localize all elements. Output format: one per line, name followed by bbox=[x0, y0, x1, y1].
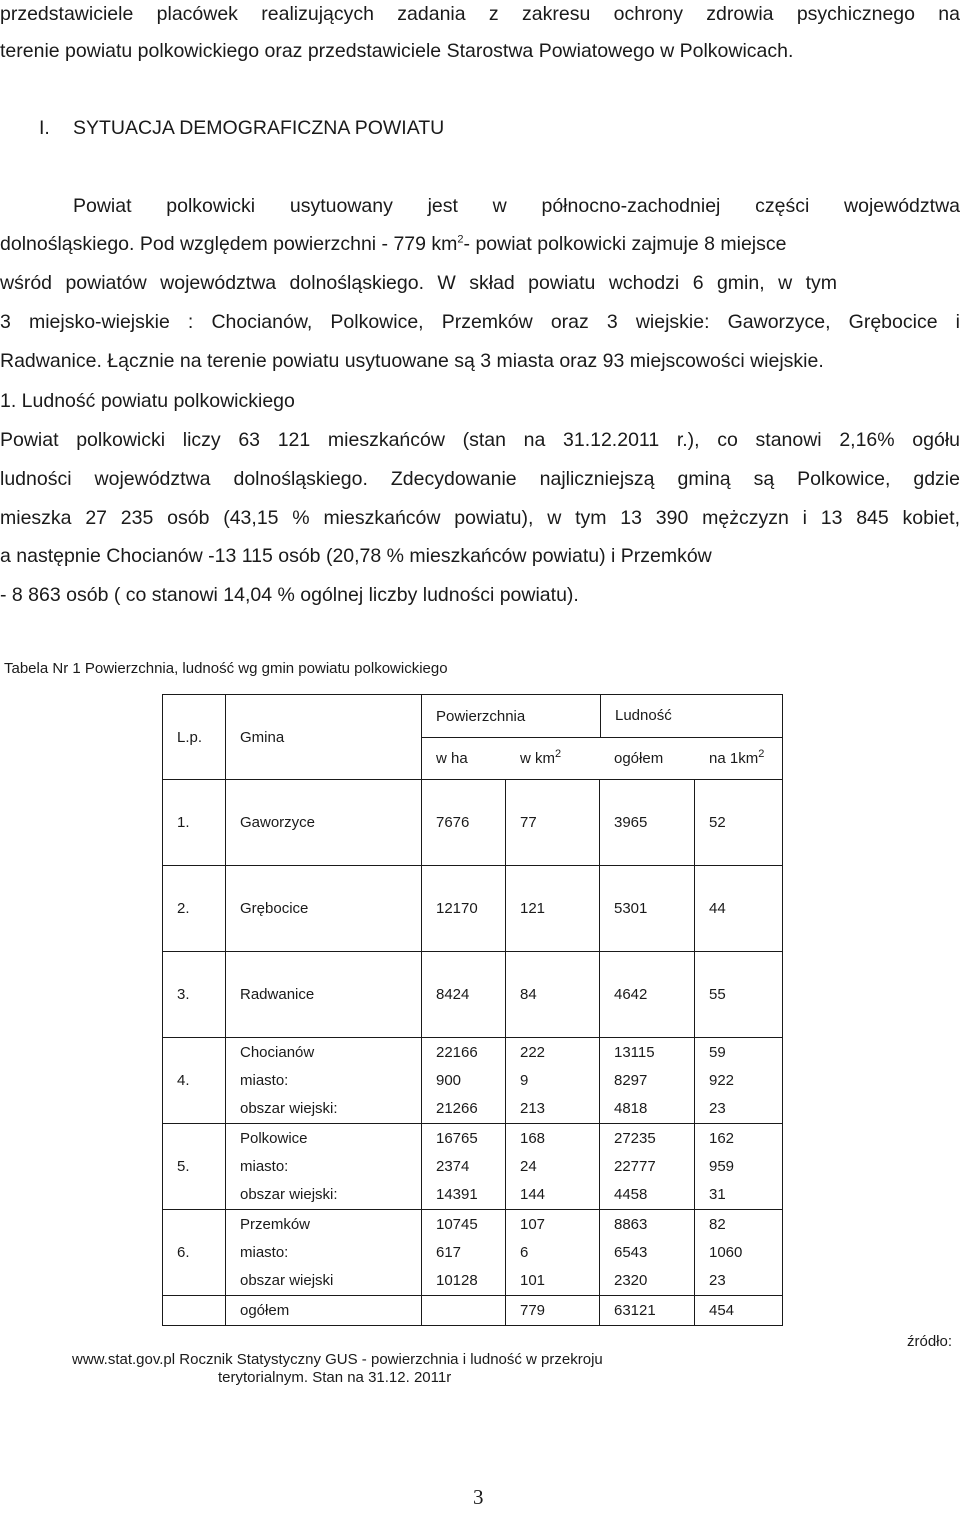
cell-ha bbox=[422, 1296, 506, 1326]
intro-line-2: terenie powiatu polkowickiego oraz przedstawiciele Starostwa Powiatowego w Polkowicach. bbox=[0, 40, 794, 62]
header-bottom bbox=[422, 738, 782, 779]
header-gmina: Gmina bbox=[226, 695, 422, 780]
cell-lp: 5. bbox=[163, 1124, 226, 1210]
cell-ha: 7676 bbox=[422, 780, 506, 866]
source-line-1: www.stat.gov.pl Rocznik Statystyczny GUS - powierzchnia i ludność w przekroju bbox=[72, 1351, 603, 1368]
cell-gmina: Radwanice bbox=[226, 952, 422, 1038]
para1-line-2-start: dolnośląskiego. Pod względem powierzchni - 779 $km^2-$ powiat polkowicki zajmuje 8 miejsce bbox=[0, 233, 787, 255]
cell-lp: 6. bbox=[163, 1210, 226, 1296]
cell-gmina: Grębocice bbox=[226, 866, 422, 952]
cell-km: 222 9 213 bbox=[506, 1038, 600, 1124]
source-label: źródło: bbox=[907, 1333, 953, 1350]
header-na1km: na $1km^2$ bbox=[709, 748, 765, 767]
header-wkm: w $km^2$ bbox=[520, 748, 562, 767]
header-ogolem: ogółem bbox=[614, 750, 664, 767]
cell-lp: 2. bbox=[163, 866, 226, 952]
intro-line-1: przedstawiciele placówek realizujących zadania z zakresu ochrony zdrowia psychicznego na bbox=[0, 3, 960, 25]
header-lp: L.p. bbox=[163, 695, 226, 780]
cell-gmina: ogółem bbox=[226, 1296, 422, 1326]
para1-line-4: 3 miejsko-wiejskie : Chocianów, Polkowice, Przemków oraz 3 wiejskie: Gaworzyce, Grębocice i bbox=[0, 311, 960, 333]
cell-na: 55 bbox=[695, 952, 783, 1038]
para2-line-5: - 8 863 osób ( co stanowi 14,04 % ogólnej liczby ludności powiatu). bbox=[0, 584, 579, 606]
header-powierzchnia: Powierzchnia bbox=[436, 707, 526, 725]
section-number: I. bbox=[39, 117, 50, 139]
cell-ha: 8424 bbox=[422, 952, 506, 1038]
para2-line-4: a następnie Chocianów -13 115 osób (20,78 % mieszkańców powiatu) i Przemków bbox=[0, 545, 712, 567]
cell-gmina: Przemków miasto: obszar wiejski bbox=[226, 1210, 422, 1296]
cell-ha: 10745 617 10128 bbox=[422, 1210, 506, 1296]
para2-line-1: Powiat polkowicki liczy 63 121 mieszkańców (stan na 31.12.2011 r.), co stanowi 2,16% ogółu bbox=[0, 429, 960, 451]
cell-km: 107 6 101 bbox=[506, 1210, 600, 1296]
header-ludnosc: Ludność bbox=[600, 695, 782, 737]
table-group-row bbox=[163, 1210, 783, 1296]
subsection-title: 1. Ludność powiatu polkowickiego bbox=[0, 390, 295, 412]
header-groups bbox=[422, 695, 783, 780]
cell-gmina: Chocianów miasto: obszar wiejski: bbox=[226, 1038, 422, 1124]
cell-km: 168 24 144 bbox=[506, 1124, 600, 1210]
cell-km: 77 bbox=[506, 780, 600, 866]
cell-km: 84 bbox=[506, 952, 600, 1038]
table-row bbox=[163, 866, 783, 952]
cell-na: 82 1060 23 bbox=[695, 1210, 783, 1296]
para1-line-1: Powiat polkowicki usytuowany jest w północno-zachodniej części województwa bbox=[73, 195, 960, 217]
para2-line-3: mieszka 27 235 osób (43,15 % mieszkańców powiatu), w tym 13 390 mężczyzn i 13 845 kobiet, bbox=[0, 507, 960, 529]
cell-ha: 22166 900 21266 bbox=[422, 1038, 506, 1124]
table-header-row bbox=[163, 695, 783, 780]
cell-ogolem: 8863 6543 2320 bbox=[600, 1210, 695, 1296]
table-row bbox=[163, 952, 783, 1038]
header-wha: w ha bbox=[436, 750, 468, 767]
cell-gmina: Gaworzyce bbox=[226, 780, 422, 866]
source-line-2: terytorialnym. Stan na 31.12. 2011r bbox=[218, 1369, 452, 1386]
cell-na: 59 922 23 bbox=[695, 1038, 783, 1124]
cell-ha: 12170 bbox=[422, 866, 506, 952]
table-group-row bbox=[163, 1124, 783, 1210]
header-top bbox=[422, 695, 782, 738]
table-row bbox=[163, 780, 783, 866]
cell-lp: 1. bbox=[163, 780, 226, 866]
cell-ogolem: 3965 bbox=[600, 780, 695, 866]
data-table bbox=[162, 694, 783, 1326]
cell-km: 779 bbox=[506, 1296, 600, 1326]
table-caption: Tabela Nr 1 Powierzchnia, ludność wg gmin powiatu polkowickiego bbox=[4, 660, 448, 677]
para1-line-3: wśród powiatów województwa dolnośląskiego. W skład powiatu wchodzi 6 gmin, w tym bbox=[0, 272, 837, 294]
cell-na: 52 bbox=[695, 780, 783, 866]
cell-ogolem: 4642 bbox=[600, 952, 695, 1038]
cell-na: 454 bbox=[695, 1296, 783, 1326]
cell-ogolem: 27235 22777 4458 bbox=[600, 1124, 695, 1210]
cell-ha: 16765 2374 14391 bbox=[422, 1124, 506, 1210]
cell-ogolem: 5301 bbox=[600, 866, 695, 952]
cell-ogolem: 13115 8297 4818 bbox=[600, 1038, 695, 1124]
cell-na: 44 bbox=[695, 866, 783, 952]
cell-lp: 4. bbox=[163, 1038, 226, 1124]
cell-lp: 3. bbox=[163, 952, 226, 1038]
cell-na: 162 959 31 bbox=[695, 1124, 783, 1210]
para1-line-2 bbox=[0, 233, 960, 256]
para1-line-5: Radwanice. Łącznie na terenie powiatu usytuowane są 3 miasta oraz 93 miejscowości wiejskie. bbox=[0, 350, 824, 372]
cell-gmina: Polkowice miasto: obszar wiejski: bbox=[226, 1124, 422, 1210]
para2-line-2: ludności województwa dolnośląskiego. Zdecydowanie najliczniejszą gminą są Polkowice, gdzie bbox=[0, 468, 960, 490]
cell-ogolem: 63121 bbox=[600, 1296, 695, 1326]
section-title: SYTUACJA DEMOGRAFICZNA POWIATU bbox=[73, 117, 445, 139]
cell-lp bbox=[163, 1296, 226, 1326]
table-group-row bbox=[163, 1038, 783, 1124]
table-total-row bbox=[163, 1296, 783, 1326]
page-number: 3 bbox=[473, 1485, 484, 1509]
cell-km: 121 bbox=[506, 866, 600, 952]
